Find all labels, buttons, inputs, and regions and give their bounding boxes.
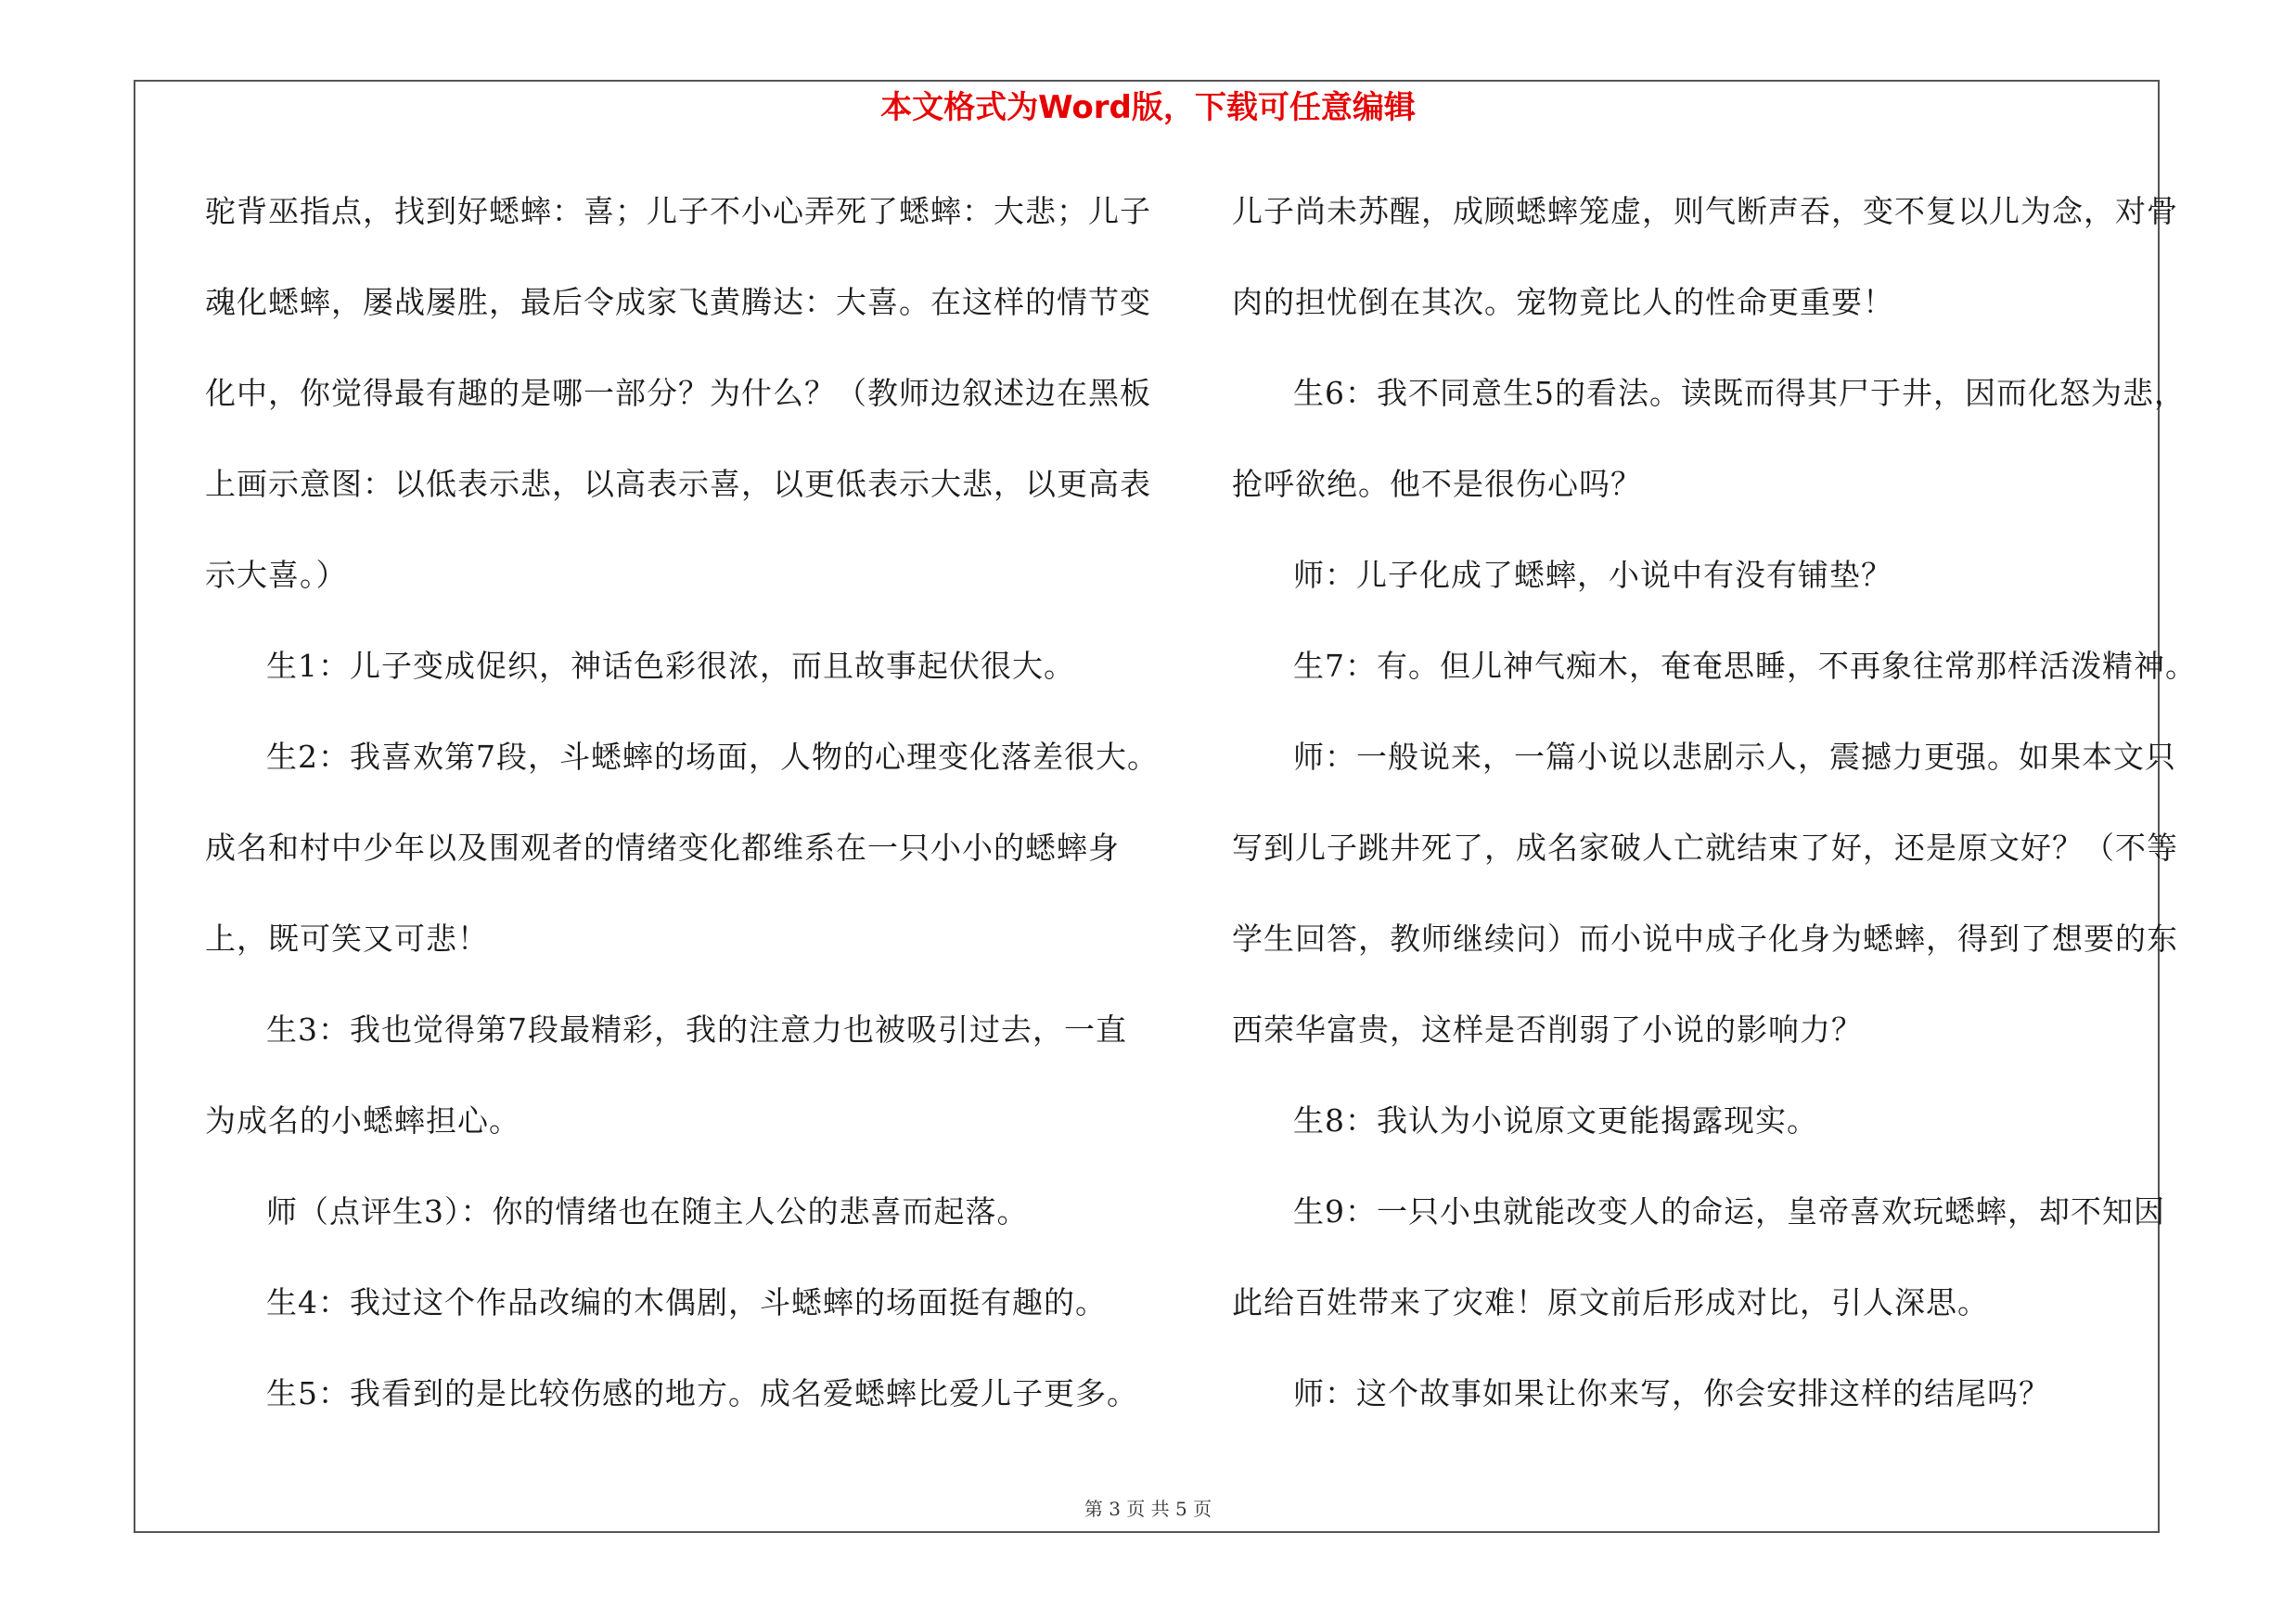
text-line: 师：这个故事如果让你来写，你会安排这样的结尾吗？ <box>1293 1375 2050 1411</box>
page-number-footer: 第 3 页 共 5 页 <box>1084 1498 1212 1520</box>
text-line: 生3：我也觉得第7段最精彩，我的注意力也被吸引过去，一直 <box>266 1011 1127 1048</box>
text-line: 魂化蟋蟀，屡战屡胜，最后令成家飞黄腾达：大喜。在这样的情节变 <box>205 284 1151 320</box>
left-column <box>205 184 1159 1457</box>
text-line: 示大喜。） <box>205 557 348 593</box>
text-line: 驼背巫指点，找到好蟋蟀：喜；儿子不小心弄死了蟋蟀：大悲；儿子 <box>205 193 1151 229</box>
text-line: 生5：我看到的是比较伤感的地方。成名爱蟋蟀比爱儿子更多。 <box>266 1375 1138 1411</box>
text-line: 生1：儿子变成促织，神话色彩很浓，而且故事起伏很大。 <box>266 648 1075 684</box>
text-line: 生8：我认为小说原文更能揭露现实。 <box>1293 1102 1818 1139</box>
text-line: 上画示意图：以低表示悲，以高表示喜，以更低表示大悲，以更高表 <box>205 466 1151 502</box>
text-line: 师（点评生3）：你的情绪也在随主人公的悲喜而起落。 <box>266 1193 1029 1230</box>
text-line: 儿子尚未苏醒，成顾蟋蟀笼虚，则气断声吞，变不复以儿为念，对骨 <box>1232 193 2178 229</box>
text-line: 师：儿子化成了蟋蟀，小说中有没有铺垫？ <box>1293 557 1892 593</box>
text-line: 写到儿子跳井死了，成名家破人亡就结束了好，还是原文好？（不等 <box>1232 830 2178 866</box>
text-line: 生2：我喜欢第7段，斗蟋蟀的场面，人物的心理变化落差很大。 <box>266 739 1159 775</box>
text-line: 化中，你觉得最有趣的是哪一部分？为什么？（教师边叙述边在黑板 <box>205 375 1151 411</box>
header-notice: 本文格式为Word版，下载可任意编辑 <box>880 89 1416 126</box>
text-line: 肉的担忧倒在其次。宠物竟比人的性命更重要！ <box>1232 284 1894 320</box>
text-line: 此给百姓带来了灾难！原文前后形成对比，引人深思。 <box>1232 1284 1989 1320</box>
right-column <box>1232 184 2197 1457</box>
text-line: 生7：有。但儿神气痴木，奄奄思睡，不再象往常那样活泼精神。 <box>1293 648 2197 684</box>
text-line: 生4：我过这个作品改编的木偶剧，斗蟋蟀的场面挺有趣的。 <box>266 1284 1107 1320</box>
text-line: 抢呼欲绝。他不是很伤心吗？ <box>1232 466 1642 502</box>
text-line: 生9：一只小虫就能改变人的命运，皇帝喜欢玩蟋蟀，却不知因 <box>1293 1193 2165 1230</box>
text-line: 师：一般说来，一篇小说以悲剧示人，震撼力更强。如果本文只 <box>1293 739 2176 775</box>
text-line: 上，既可笑又可悲！ <box>205 921 489 957</box>
text-line: 学生回答，教师继续问）而小说中成子化身为蟋蟀，得到了想要的东 <box>1232 921 2178 957</box>
text-line: 成名和村中少年以及围观者的情绪变化都维系在一只小小的蟋蟀身 <box>205 830 1120 866</box>
text-line: 为成名的小蟋蟀担心。 <box>205 1102 520 1139</box>
text-line: 西荣华富贵，这样是否削弱了小说的影响力？ <box>1232 1011 1863 1048</box>
text-line: 生6：我不同意生5的看法。读既而得其尸于井，因而化怒为悲， <box>1293 375 2186 411</box>
